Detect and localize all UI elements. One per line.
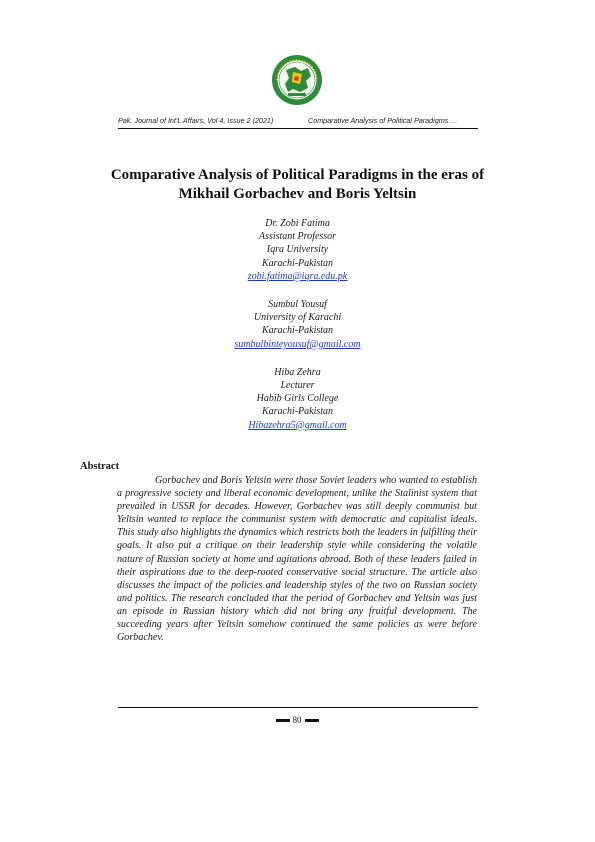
author-affiliation: Iqra University xyxy=(266,244,329,256)
page-number-value: 80 xyxy=(292,715,302,725)
author-location: Karachi-Pakistan xyxy=(261,257,334,269)
author-block xyxy=(150,217,445,283)
paper-title xyxy=(60,166,535,204)
author-block xyxy=(150,298,445,351)
author-location: Karachi-Pakistan xyxy=(261,406,334,418)
paper-title-line-1: Comparative Analysis of Political Paradigms in the eras of xyxy=(110,167,485,183)
footer-divider xyxy=(118,707,478,708)
author-name: Dr. Zobi Fatima xyxy=(265,218,330,229)
paper-title-line-2: Mikhail Gorbachev and Boris Yeltsin xyxy=(178,186,417,202)
author-email-link[interactable]: Hibazehra5@gmail.com xyxy=(248,419,347,431)
abstract-body: Gorbachev and Boris Yeltsin were those Soviet leaders who wanted to establish a progressive society and liberal economic development, unlike the Stalinist system that prevailed in USSR for decades. However, Gorbachev was still deeply communist but Yeltsin wanted to replace the communist system with democratic and capitalist ideals. This study also highlights the dynamics which restricts both the leaders in fulfilling their goals. It also put a critique on their leadership style while considering the volatile nature of Russian society at home and agitations abroad. Both of these leaders failed in their aspirations due to the deep-rooted conservative social structure. The article also discusses the impact of the policies and leadership styles of the two on Russian society and politics. The research concluded that the period of Gorbachev and Yeltsin was just an episode in Russian history which did not bring any fruitful development. The succeeding years after Yeltsin somehow continued the same policies as were before Gorbachev. xyxy=(117,475,477,644)
header-divider xyxy=(118,128,478,129)
page-number-bar-left xyxy=(276,719,290,722)
author-email-link[interactable]: sumbulbinteyousuf@gmail.com xyxy=(234,338,361,350)
author-location: Karachi-Pakistan xyxy=(261,325,334,337)
author-affiliation: Habib Girls College xyxy=(256,393,339,405)
author-block xyxy=(150,366,445,432)
page-number-bar-right xyxy=(305,719,319,722)
running-head-journal: Pak. Journal of Int'L Affairs, Vol 4, Issue 2 (2021) xyxy=(118,116,274,125)
author-name: Sumbul Yousuf xyxy=(268,299,327,311)
page-number xyxy=(272,715,322,725)
author-name: Hiba Zehra xyxy=(274,366,321,378)
running-head-article: Comparative Analysis of Political Paradigms … xyxy=(308,116,458,125)
author-list xyxy=(150,217,445,432)
author-email-link[interactable]: zobi.fatima@iqra.edu.pk xyxy=(247,270,348,282)
author-position: Lecturer xyxy=(280,380,315,392)
association-logo-icon xyxy=(271,54,323,106)
abstract-heading: Abstract xyxy=(80,461,120,472)
author-affiliation: University of Karachi xyxy=(253,312,342,324)
author-position: Assistant Professor xyxy=(258,231,337,243)
